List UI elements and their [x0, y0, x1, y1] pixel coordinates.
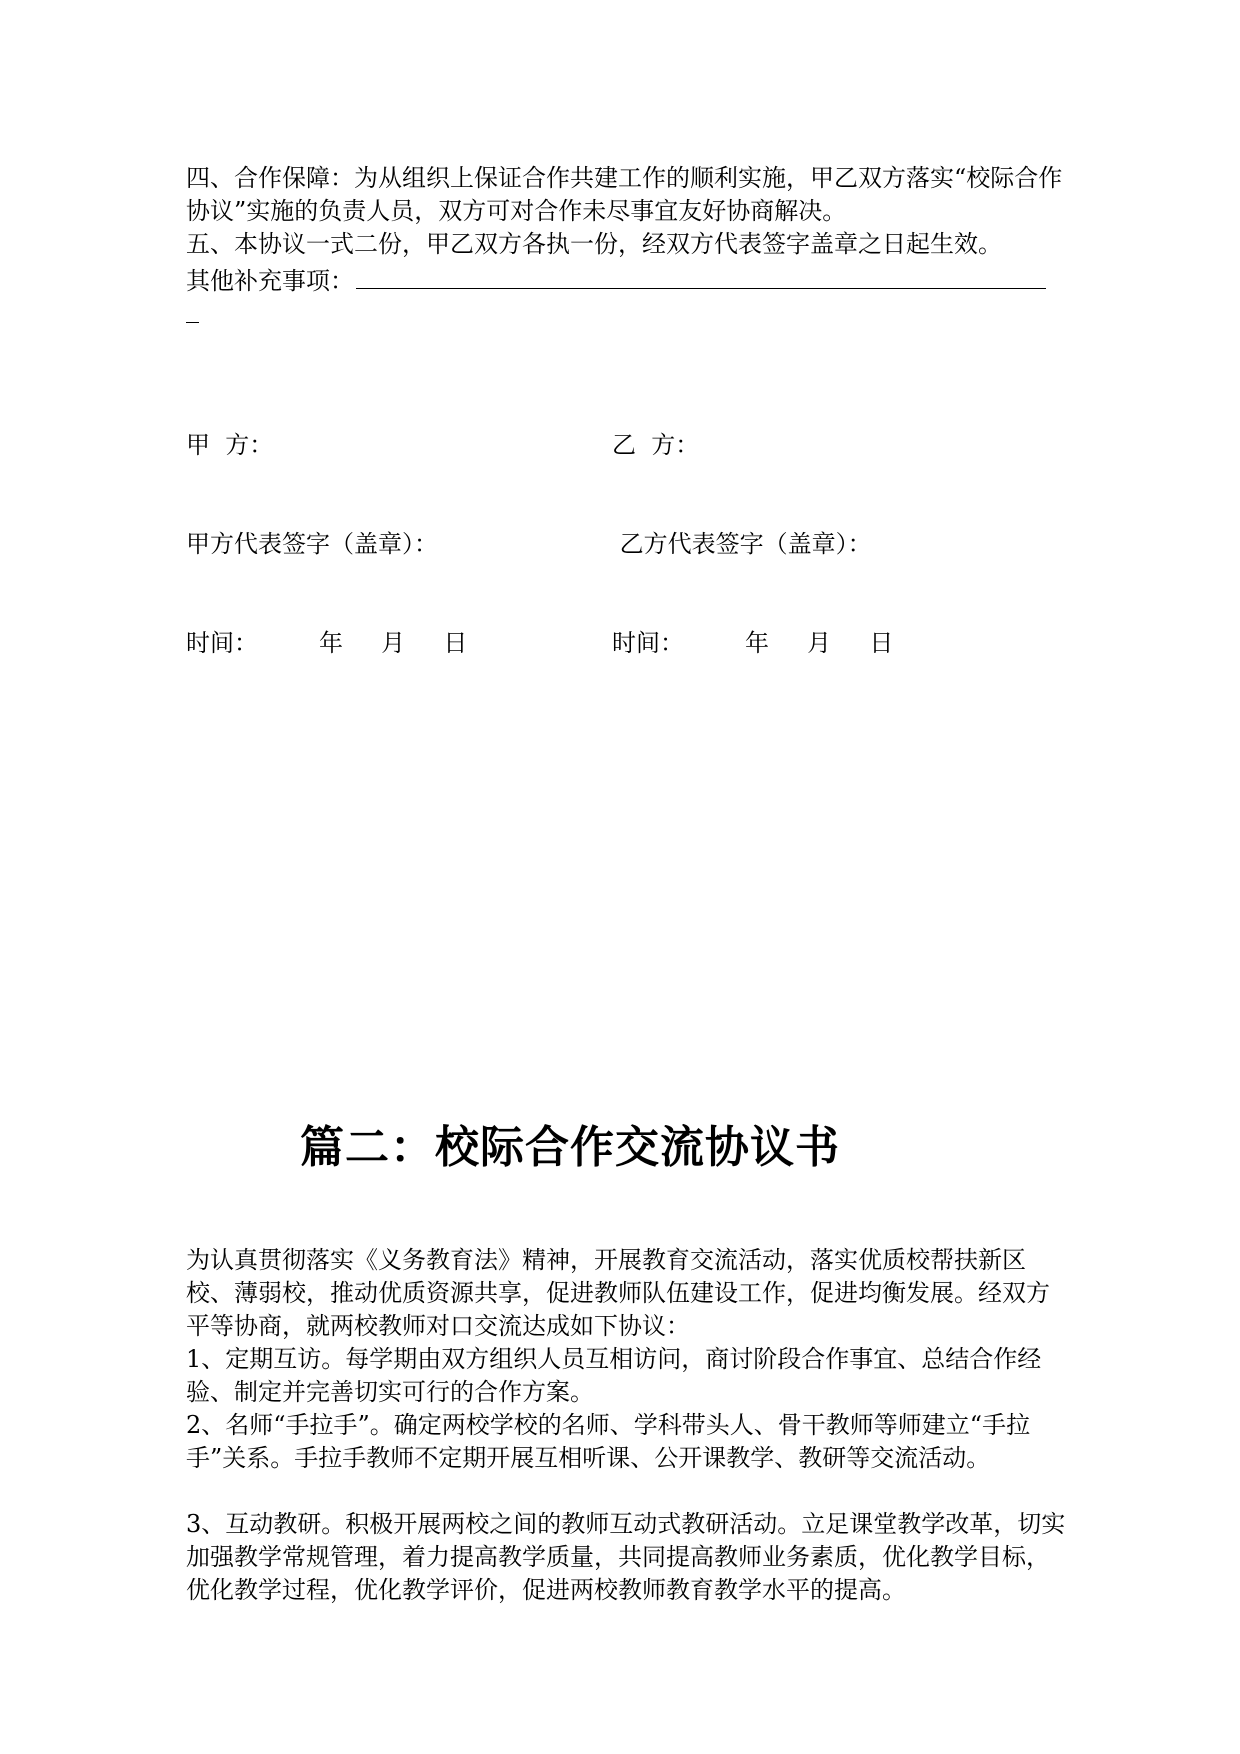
party-b-date-label: 时间： 年 月 日 — [612, 629, 894, 657]
section-two-intro: 为认真贯彻落实《义务教育法》精神，开展教育交流活动，落实优质校帮扶新区校、薄弱校，推动优质资源共享，促进教师队伍建设工作，促进均衡发展。经双方平等协商，就两校教师对口交流达成如下协议： — [186, 1246, 1050, 1340]
party-a-block — [186, 363, 467, 726]
section-two-item-1: 1、定期互访。每学期由双方组织人员互相访问，商讨阶段合作事宜、总结合作经验、制定并完善切实可行的合作方案。 — [186, 1345, 1042, 1406]
party-a-rep-label: 甲方代表签字（盖章）： — [186, 530, 438, 558]
party-b-rep-label: 乙方代表签字（盖章）： — [612, 530, 872, 558]
party-b-block — [612, 363, 893, 726]
section-two-item-3: 3、互动教研。积极开展两校之间的教师互动式教研活动。立足课堂教学改革，切实加强教学常规管理，着力提高教学质量，共同提高教师业务素质，优化教学目标，优化教学过程，优化教学评价，促进两校教师教育教学水平的提高。 — [186, 1510, 1066, 1604]
section-two-item-2: 2、名师“手拉手”。确定两校学校的名师、学科带头人、骨干教师等师建立“手拉手”关系。手拉手教师不定期开展互相听课、公开课教学、教研等交流活动。 — [186, 1411, 1031, 1472]
section-two-title: 篇二：校际合作交流协议书 — [300, 1122, 840, 1173]
party-b-name-label: 乙 方： — [612, 431, 700, 459]
clause-five: 五、本协议一式二份，甲乙双方各执一份，经双方代表签字盖章之日起生效。 — [186, 230, 1002, 258]
supplement-line — [186, 264, 1066, 298]
party-a-date-label: 时间： 年 月 日 — [186, 629, 468, 657]
supplement-blank — [356, 264, 1046, 289]
supplement-blank-tail — [186, 322, 199, 323]
party-a-name-label: 甲 方： — [186, 431, 274, 459]
supplement-label: 其他补充事项： — [186, 267, 354, 295]
clause-four: 四、合作保障：为从组织上保证合作共建工作的顺利实施，甲乙双方落实“校际合作协议”实施的负责人员，双方可对合作未尽事宜友好协商解决。 — [186, 164, 1063, 225]
